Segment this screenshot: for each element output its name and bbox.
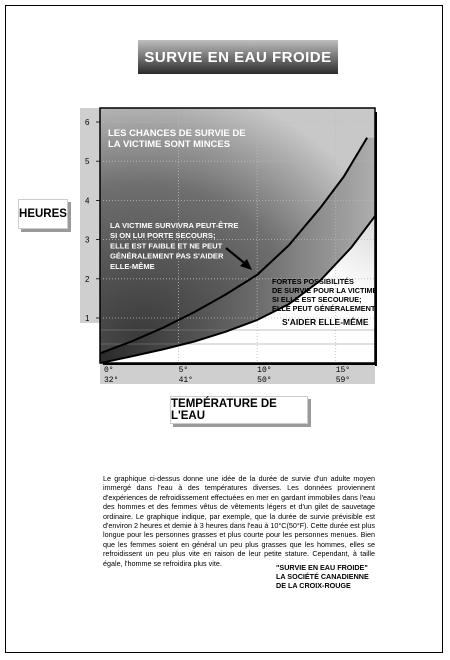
y-tick-label: 4: [85, 196, 90, 206]
zone-lower-label: DE SURVIE POUR LA VICTIME: [272, 286, 378, 295]
y-axis-label: HEURES: [18, 199, 68, 229]
zone-lower-label: FORTES POSSIBILITÉS: [272, 277, 354, 286]
chart-title: SURVIE EN EAU FROIDE: [138, 40, 338, 74]
y-tick-label: 5: [85, 157, 90, 167]
zone-middle-label: LA VICTIME SURVIVRA PEUT-ÊTRE: [110, 221, 239, 230]
y-tick-label: 1: [85, 314, 90, 323]
zone-middle-label: ELLE-MÊME: [110, 261, 155, 271]
source-line: LA SOCIÉTÉ CANADIENNE: [276, 572, 369, 581]
zone-top-label: LES CHANCES DE SURVIE DE: [108, 128, 246, 139]
y-tick-label: 2: [85, 274, 90, 284]
y-tick-label: 3: [85, 235, 90, 245]
x-tick-celsius: 5°: [178, 366, 189, 375]
zone-lower-label: SI ELLE EST SECOURUE;: [272, 295, 362, 304]
zone-lower-label: ELLE PEUT GÉNÉRALEMENT: [272, 304, 376, 313]
x-tick-celsius: 0°: [104, 366, 114, 375]
source-line: DE LA CROIX-ROUGE: [276, 581, 351, 590]
x-axis-label: TEMPÉRATURE DE L'EAU: [170, 396, 308, 424]
x-tick-fahrenheit: 50°: [257, 376, 272, 385]
zone-middle-label: GÉNÉRALEMENT PAS S'AIDER: [110, 251, 224, 261]
x-tick-fahrenheit: 59°: [335, 376, 351, 385]
x-tick-celsius: 10°: [257, 366, 272, 375]
zone-lower-label: S'AIDER ELLE-MÊME: [282, 317, 369, 327]
zone-middle-label: ELLE EST FAIBLE ET NE PEUT: [110, 241, 223, 251]
x-tick-fahrenheit: 32°: [104, 376, 119, 385]
x-tick-fahrenheit: 41°: [178, 376, 193, 385]
explanation-paragraph: [103, 474, 375, 568]
x-tick-celsius: 15°: [335, 366, 351, 375]
zone-top-label: LA VICTIME SONT MINCES: [108, 139, 231, 150]
source-citation: [276, 563, 369, 590]
zone-middle-label: SI ON LUI PORTE SECOURS;: [110, 231, 216, 241]
y-tick-label: 6: [85, 118, 90, 127]
source-line: "SURVIE EN EAU FROIDE": [276, 563, 368, 572]
explanation-text: Le graphique ci-dessus donne une idée de la durée de survie d'un adulte moyen immergé dans l'eau à des températures diverses. Les données proviennent d'expériences de refroidissement effectuées en mer en gardant immobiles dans l'eau des hommes et des femmes vêtus de vêtements légers et d'un gilet de sauvetage ordinaire. Le graphique indique, par exemple, que la durée de survie prévisible est d'environ 2 heures et demie à 3 heures dans l'eau à 10°C(50°F). Cette durée est plus longue pour les personnes grasses et plus courte pour les personnes menues. Bien que les femmes soient en général un peu plus grasses que les hommes, elles se refroidissent un peu plus vite en raison de leur petite stature. Cependant, à taille égale, l'homme se refroidira plus vite.: [103, 474, 375, 568]
